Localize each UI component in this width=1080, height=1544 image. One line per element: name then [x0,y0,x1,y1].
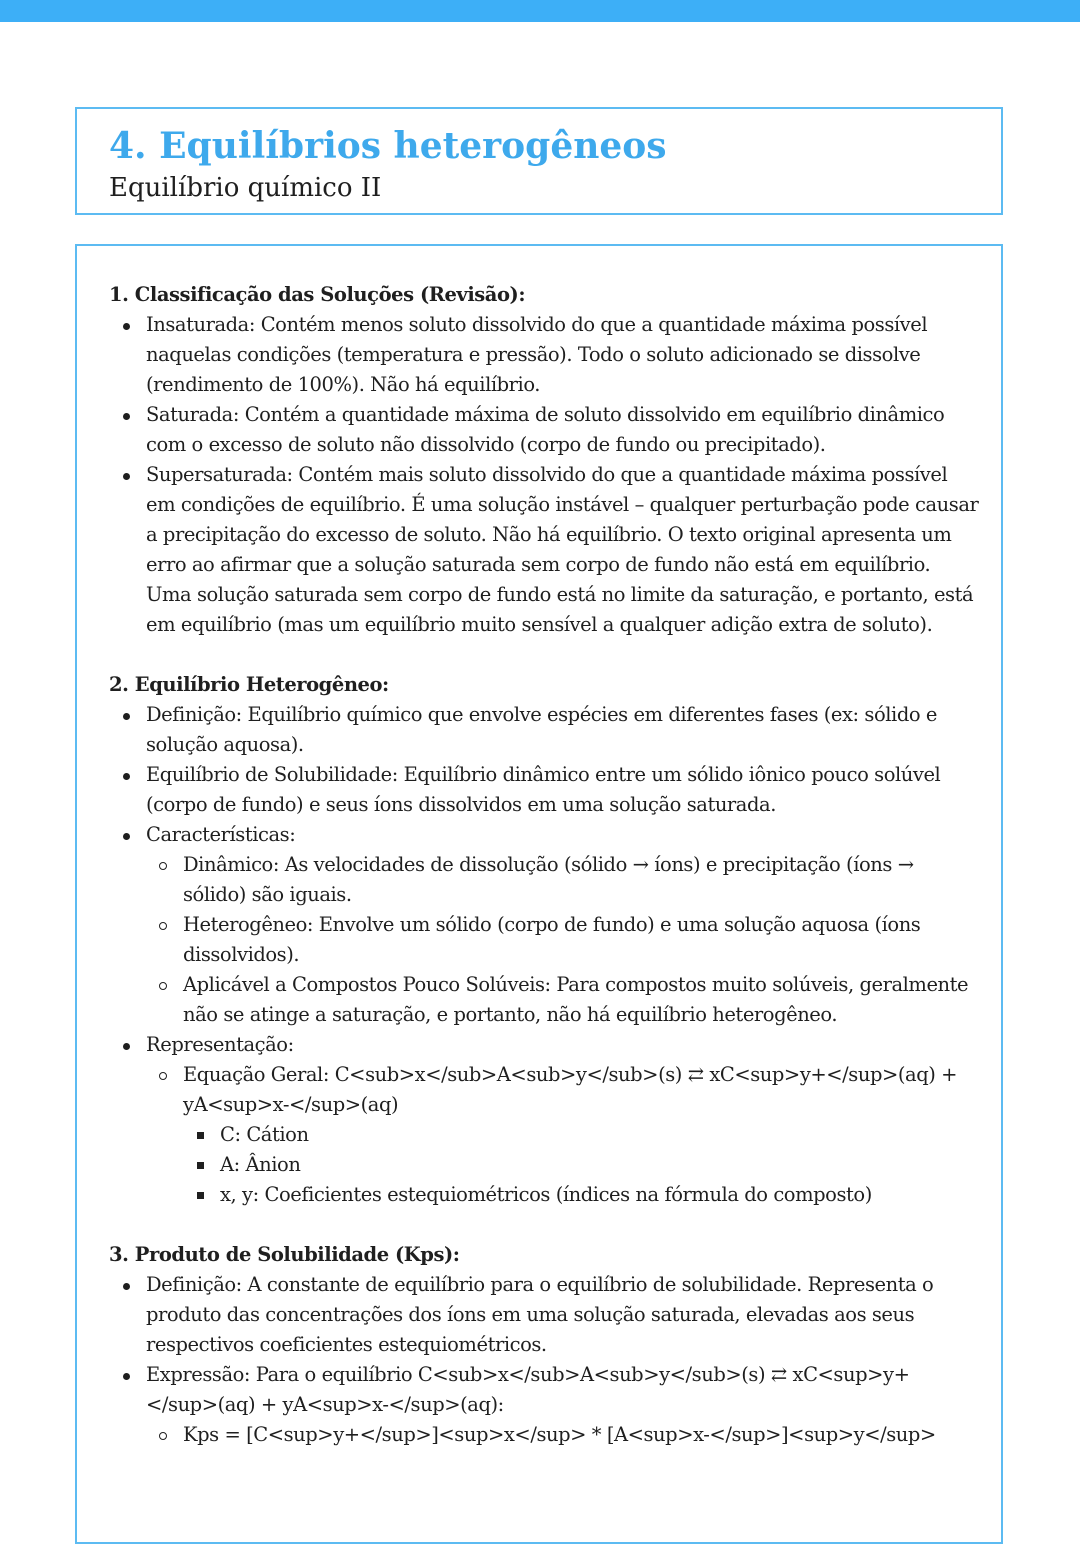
sub-list [146,850,979,1030]
legend-list [183,1120,979,1210]
section-equilibrio-heterogeneo [109,670,979,1210]
list-item: Insaturada: Contém menos soluto dissolvido do que a quantidade máxima possível naquelas condições (temperatura e pressão). Todo o soluto adicionado se dissolve (rendimento de 100%). Não há equilíbrio. [109,310,979,400]
list-item [109,820,979,1030]
section-heading: 1. Classificação das Soluções (Revisão): [109,283,526,306]
list-item-label: Representação: [146,1033,294,1056]
bullet-list [109,700,979,1210]
sub-list-item: Heterogêneo: Envolve um sólido (corpo de fundo) e uma solução aquosa (íons dissolvidos). [146,910,979,970]
list-item: Supersaturada: Contém mais soluto dissolvido do que a quantidade máxima possível em condições de equilíbrio. É uma solução instável – qualquer perturbação pode causar a precipitação do excesso de soluto. Não há equilíbrio. O texto original apresenta um erro ao afirmar que a solução saturada sem corpo de fundo não está em equilíbrio. Uma solução saturada sem corpo de fundo está no limite da saturação, e portanto, está em equilíbrio (mas um equilíbrio muito sensível a qualquer adição extra de soluto). [109,460,979,640]
content-body [109,280,979,1480]
section-classificacao [109,280,979,640]
list-item-label: Expressão: Para o equilíbrio C<sub>x</sub>A<sub>y</sub>(s) ⇄ xC<sup>y+</sup>(aq) + yA<sup>x-</sup>(aq): [146,1363,910,1416]
bullet-list [109,1270,979,1450]
sub-list [146,1420,979,1450]
kps-formula: Kps = [C<sup>y+</sup>]<sup>x</sup> * [A<sup>x-</sup>]<sup>y</sup> [146,1420,979,1450]
section-heading: 2. Equilíbrio Heterogêneo: [109,673,389,696]
bullet-list [109,310,979,640]
list-item: Definição: A constante de equilíbrio para o equilíbrio de solubilidade. Representa o produto das concentrações dos íons em uma solução saturada, elevadas aos seus respectivos coeficientes estequiométricos. [109,1270,979,1360]
general-equation: Equação Geral: C<sub>x</sub>A<sub>y</sub>(s) ⇄ xC<sup>y+</sup>(aq) + yA<sup>x-</sup>(aq) [183,1063,958,1116]
legend-item: C: Cátion [183,1120,979,1150]
list-item [109,1360,979,1450]
sub-list-item [146,1060,979,1210]
top-accent-bar [0,0,1080,22]
title-card [75,107,1003,215]
page-title: 4. Equilíbrios heterogêneos [109,125,667,167]
sub-list-item: Dinâmico: As velocidades de dissolução (sólido → íons) e precipitação (íons → sólido) são iguais. [146,850,979,910]
legend-item: x, y: Coeficientes estequiométricos (índices na fórmula do composto) [183,1180,979,1210]
content-card [75,244,1003,1544]
list-item: Saturada: Contém a quantidade máxima de soluto dissolvido em equilíbrio dinâmico com o excesso de soluto não dissolvido (corpo de fundo ou precipitado). [109,400,979,460]
list-item: Definição: Equilíbrio químico que envolve espécies em diferentes fases (ex: sólido e solução aquosa). [109,700,979,760]
section-heading: 3. Produto de Solubilidade (Kps): [109,1243,460,1266]
legend-item: A: Ânion [183,1150,979,1180]
page-subtitle: Equilíbrio químico II [109,173,382,203]
sub-list-item: Aplicável a Compostos Pouco Solúveis: Para compostos muito solúveis, geralmente não se atinge a saturação, e portanto, não há equilíbrio heterogêneo. [146,970,979,1030]
section-kps [109,1240,979,1450]
list-item [109,1030,979,1210]
list-item-label: Características: [146,823,296,846]
list-item: Equilíbrio de Solubilidade: Equilíbrio dinâmico entre um sólido iônico pouco solúvel (corpo de fundo) e seus íons dissolvidos em uma solução saturada. [109,760,979,820]
sub-list [146,1060,979,1210]
